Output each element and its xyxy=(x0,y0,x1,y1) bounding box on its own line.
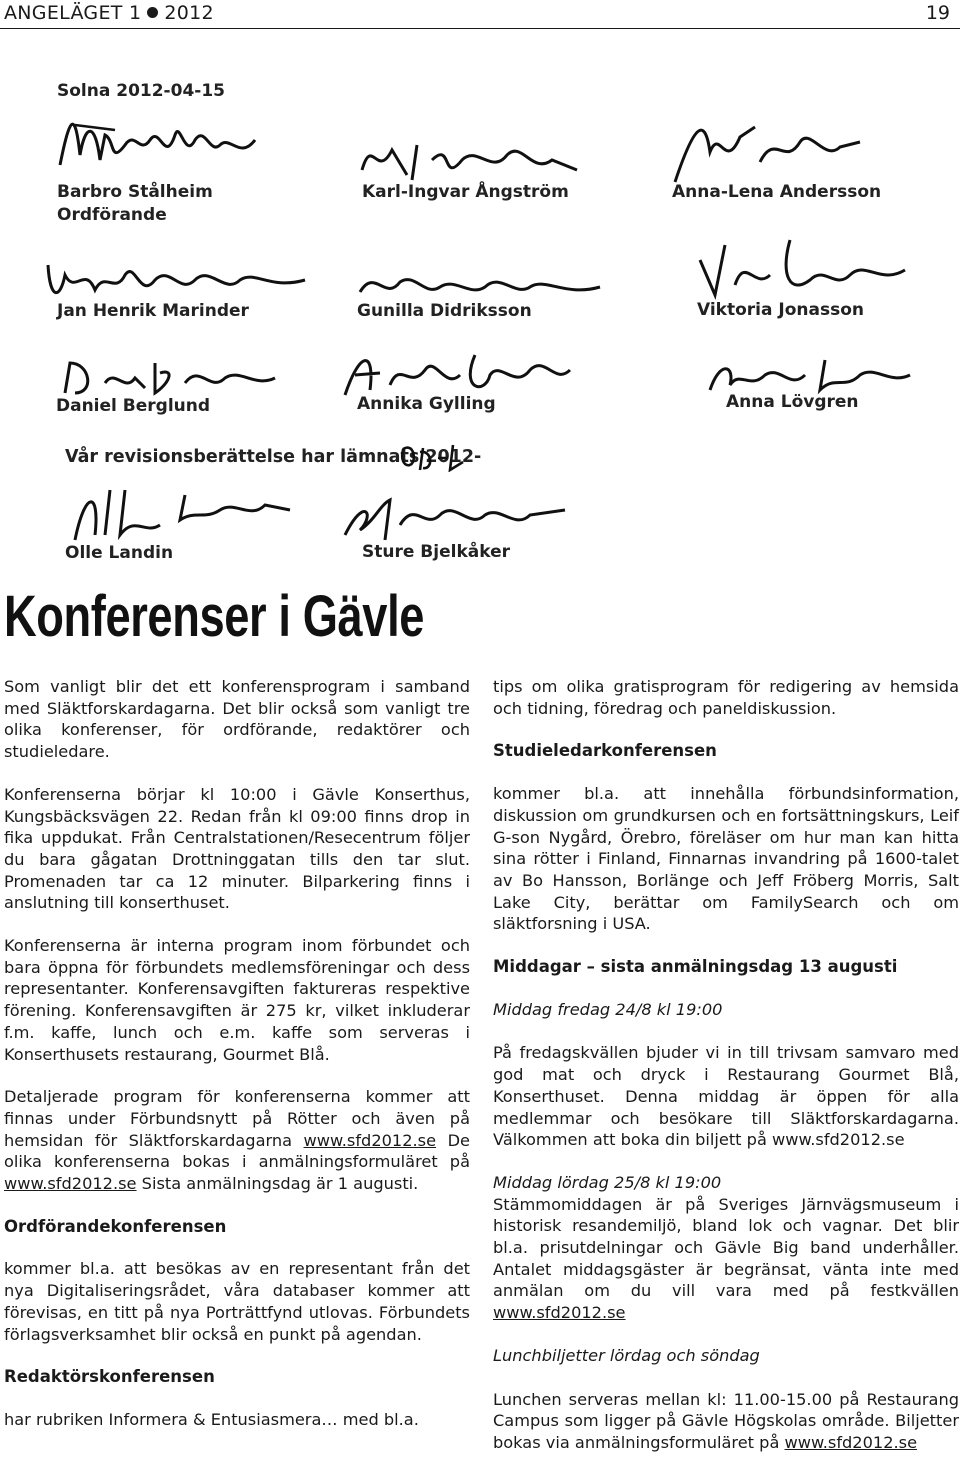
paragraph: Konferenserna är interna program inom förbundet och bara öppna för förbundets medlemsföreningar och dess representanter. Konferensavgiften faktureras respektive förening. Konferensavgiften är 275 kr, vilket inkluderar f.m. kaffe, lunch och e.m. kaffe som serveras i Konserthusets restaurang, Gourmet Blå. xyxy=(4,936,470,1064)
bullet-dot-icon xyxy=(147,7,158,18)
paragraph: har rubriken Informera & Entusiasmera… med bl.a. xyxy=(4,1409,419,1429)
signer-name-barbro: Barbro Stålheim xyxy=(57,182,213,202)
article-title: Konferenser i Gävle xyxy=(4,584,425,649)
paragraph: kommer bl.a. att besökas av en representant från det nya Digitaliseringsrådet, våra databaser kommer att förevisas, en titt på nya Porträttfynd utlovas. Förbundets förlagsverksamhet blir också en punkt på agendan. xyxy=(4,1259,470,1344)
paragraph: På fredagskvällen bjuder vi in till trivsam samvaro med god mat och dryck i Restaurang Gourmet Blå, Konserthuset. Denna middag är öppen för alla medlemmar och besökare till Släktforskardagarna. Välkommen att boka din biljett på www.sfd2012.se xyxy=(493,1043,959,1150)
signature-karl-ingvar-angstrom xyxy=(352,130,582,190)
publication-title: ANGELÄGET 1 xyxy=(4,2,142,24)
auditor-name-sture: Sture Bjelkåker xyxy=(362,542,510,562)
subheading-middagar: Middagar – sista anmälningsdag 13 augusti xyxy=(493,957,898,977)
website-link[interactable]: www.sfd2012.se xyxy=(4,1174,137,1194)
signature-anna-lena-andersson xyxy=(665,112,865,192)
website-link[interactable]: www.sfd2012.se xyxy=(493,1303,626,1323)
article-column-left xyxy=(4,676,470,1431)
signer-name-jan-henrik: Jan Henrik Marinder xyxy=(57,301,249,321)
signer-name-anna-lena: Anna-Lena Andersson xyxy=(672,182,882,202)
italic-subheading: Lunchbiljetter lördag och söndag xyxy=(493,1345,760,1365)
subheading-ordforandekonferensen: Ordförandekonferensen xyxy=(4,1216,227,1236)
signer-name-daniel: Daniel Berglund xyxy=(56,396,211,416)
paragraph-lunch xyxy=(493,1389,959,1454)
signature-anna-lovgren xyxy=(705,355,915,395)
italic-subheading: Middag fredag 24/8 kl 19:00 xyxy=(493,999,723,1019)
signature-barbro-stalheim xyxy=(55,105,270,185)
signature-olle-landin xyxy=(65,480,295,545)
website-link[interactable]: www.sfd2012.se xyxy=(303,1130,437,1150)
signature-annika-gylling xyxy=(335,345,575,400)
signer-role-barbro: Ordförande xyxy=(57,205,167,225)
article-column-right xyxy=(493,676,959,1454)
revision-date-handwritten xyxy=(398,440,468,472)
date-line: Solna 2012-04-15 xyxy=(57,81,225,101)
header-rule xyxy=(0,28,960,29)
paragraph-program-info xyxy=(4,1086,470,1195)
paragraph: kommer bl.a. att innehålla förbundsinformation, diskussion om grundkursen och en fortsättningskurs, Leif G-son Nygård, Örebro, föreläser om hur man kan hitta sina rötter i Finland, Finnarnas invandring på 1600-talet av Bo Hansson, Borlänge och Jeff Fröberg Morris, Salt Lake City, berättar om FamilySearch och om släktforsning i USA. xyxy=(493,784,959,934)
signer-name-gunilla: Gunilla Didriksson xyxy=(357,301,532,321)
paragraph: tips om olika gratisprogram för redigering av hemsida och tidning, föredrag och paneldiskussion. xyxy=(493,677,959,718)
signer-name-karl-ingvar: Karl-Ingvar Ångström xyxy=(362,182,569,202)
signature-daniel-berglund xyxy=(60,358,280,398)
text-span: Lunchen serveras mellan kl: 11.00-15.00 på Restaurang Campus som ligger på Gävle Högskolas område. Biljetter bokas via anmälningsformuläret på xyxy=(493,1389,959,1452)
page-header xyxy=(0,0,960,30)
signer-name-anna-lovgren: Anna Lövgren xyxy=(726,392,859,412)
text-span: Sista anmälningsdag är 1 augusti. xyxy=(136,1174,419,1194)
italic-subheading: Middag lördag 25/8 kl 19:00 xyxy=(493,1172,722,1192)
signer-name-viktoria: Viktoria Jonasson xyxy=(697,300,864,320)
text-span: De olika konferenserna bokas i anmälningsformuläret på xyxy=(4,1130,470,1172)
auditor-name-olle: Olle Landin xyxy=(65,543,174,563)
text-span: Detaljerade program för konferenserna kommer att finnas under Förbundsnytt på Rötter och även på hemsidan för Släktforskardagarna xyxy=(4,1087,470,1150)
paragraph: Som vanligt blir det ett konferensprogram i samband med Släktforskardagarna. Det blir också som vanligt tre olika konferenser, för ordförande, redaktörer och studieledare. xyxy=(4,677,470,762)
subheading-studieledarkonferensen: Studieledarkonferensen xyxy=(493,741,717,761)
paragraph: Konferenserna börjar kl 10:00 i Gävle Konserthus, Kungsbäcksvägen 22. Redan från kl 09:00 finns drop in fika uppdukat. Från Centralstationen/Resecentrum följer du bara gågatan Drottninggatan tills den tar slut. Promenaden tar ca 12 minuter. Bilparkering finns i anslutning till konserthuset. xyxy=(4,784,470,913)
text-span: Stämmomiddagen är på Sveriges Järnvägsmuseum i historisk resandemiljö, bland lok och vagnar. Det blir bl.a. prisutdelningar och Gävle Big band underhåller. Antalet middagsgäster är begränsat, vänta inte med anmälan om du vill vara med på festkvällen xyxy=(493,1194,959,1301)
signature-jan-henrik-marinder xyxy=(40,255,310,305)
paragraph-stammomiddag xyxy=(493,1194,959,1324)
signer-name-annika: Annika Gylling xyxy=(357,394,496,414)
publication-name xyxy=(4,2,214,24)
signature-viktoria-jonasson xyxy=(695,235,910,300)
subheading-redaktorskonferensen: Redaktörskonferensen xyxy=(4,1367,215,1387)
revision-text: Vår revisionsberättelse har lämnats 2012- xyxy=(65,447,482,467)
website-link[interactable]: www.sfd2012.se xyxy=(784,1432,918,1452)
page-number: 19 xyxy=(925,2,950,24)
signature-sture-bjelkaker xyxy=(335,485,570,545)
publication-year: 2012 xyxy=(164,2,214,24)
